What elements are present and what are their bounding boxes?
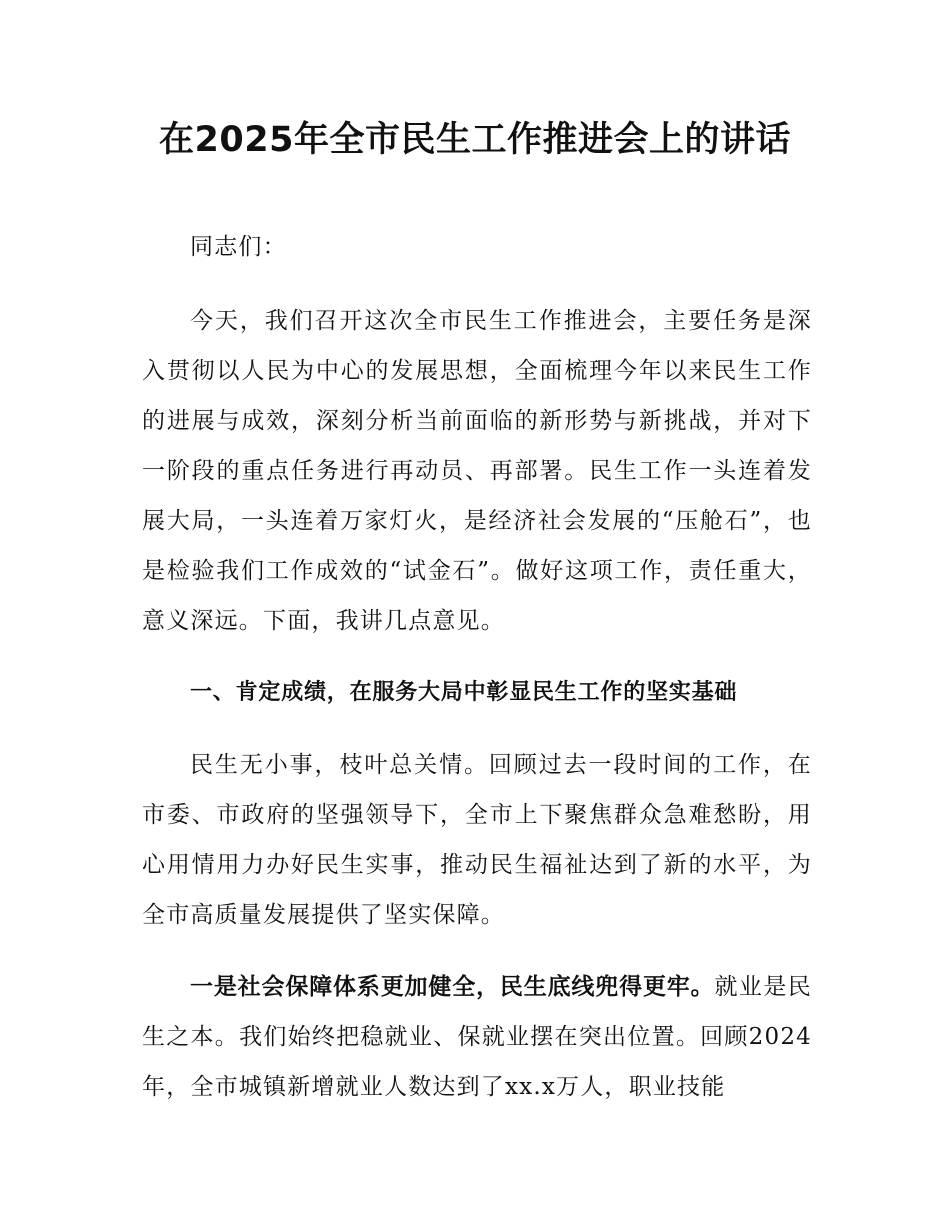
- document-body: [142, 222, 812, 1112]
- salutation: 同志们：: [190, 234, 287, 260]
- point-one-paragraph: [142, 962, 812, 1112]
- document-title: 在2025年全市民生工作推进会上的讲话: [159, 120, 791, 160]
- section-heading: 一、肯定成绩，在服务大局中彰显民生工作的坚实基础: [190, 680, 738, 705]
- section-paragraph: 民生无小事，枝叶总关情。回顾过去一段时间的工作，在市委、市政府的坚强领导下，全市上下聚焦群众急难愁盼，用心用情用力办好民生实事，推动民生福祉达到了新的水平，为全市高质量发展提供了坚实保障。: [142, 752, 812, 928]
- point-one-text: 就业是民生之本。我们始终把稳就业、保就业摆在突出位置。回顾2024年，全市城镇新增就业人数达到了xx.x万人，职业技能: [142, 974, 812, 1100]
- point-one-lead: 一是社会保障体系更加健全，民生底线兜得更牢。: [190, 974, 715, 1000]
- intro-paragraph: 今天，我们召开这次全市民生工作推进会，主要任务是深入贯彻以人民为中心的发展思想，全面梳理今年以来民生工作的进展与成效，深刻分析当前面临的新形势与新挑战，并对下一阶段的重点任务进行再动员、再部署。民生工作一头连着发展大局，一头连着万家灯火，是经济社会发展的“压舱石”，也是检验我们工作成效的“试金石”。做好这项工作，责任重大，意义深远。下面，我讲几点意见。: [142, 308, 812, 634]
